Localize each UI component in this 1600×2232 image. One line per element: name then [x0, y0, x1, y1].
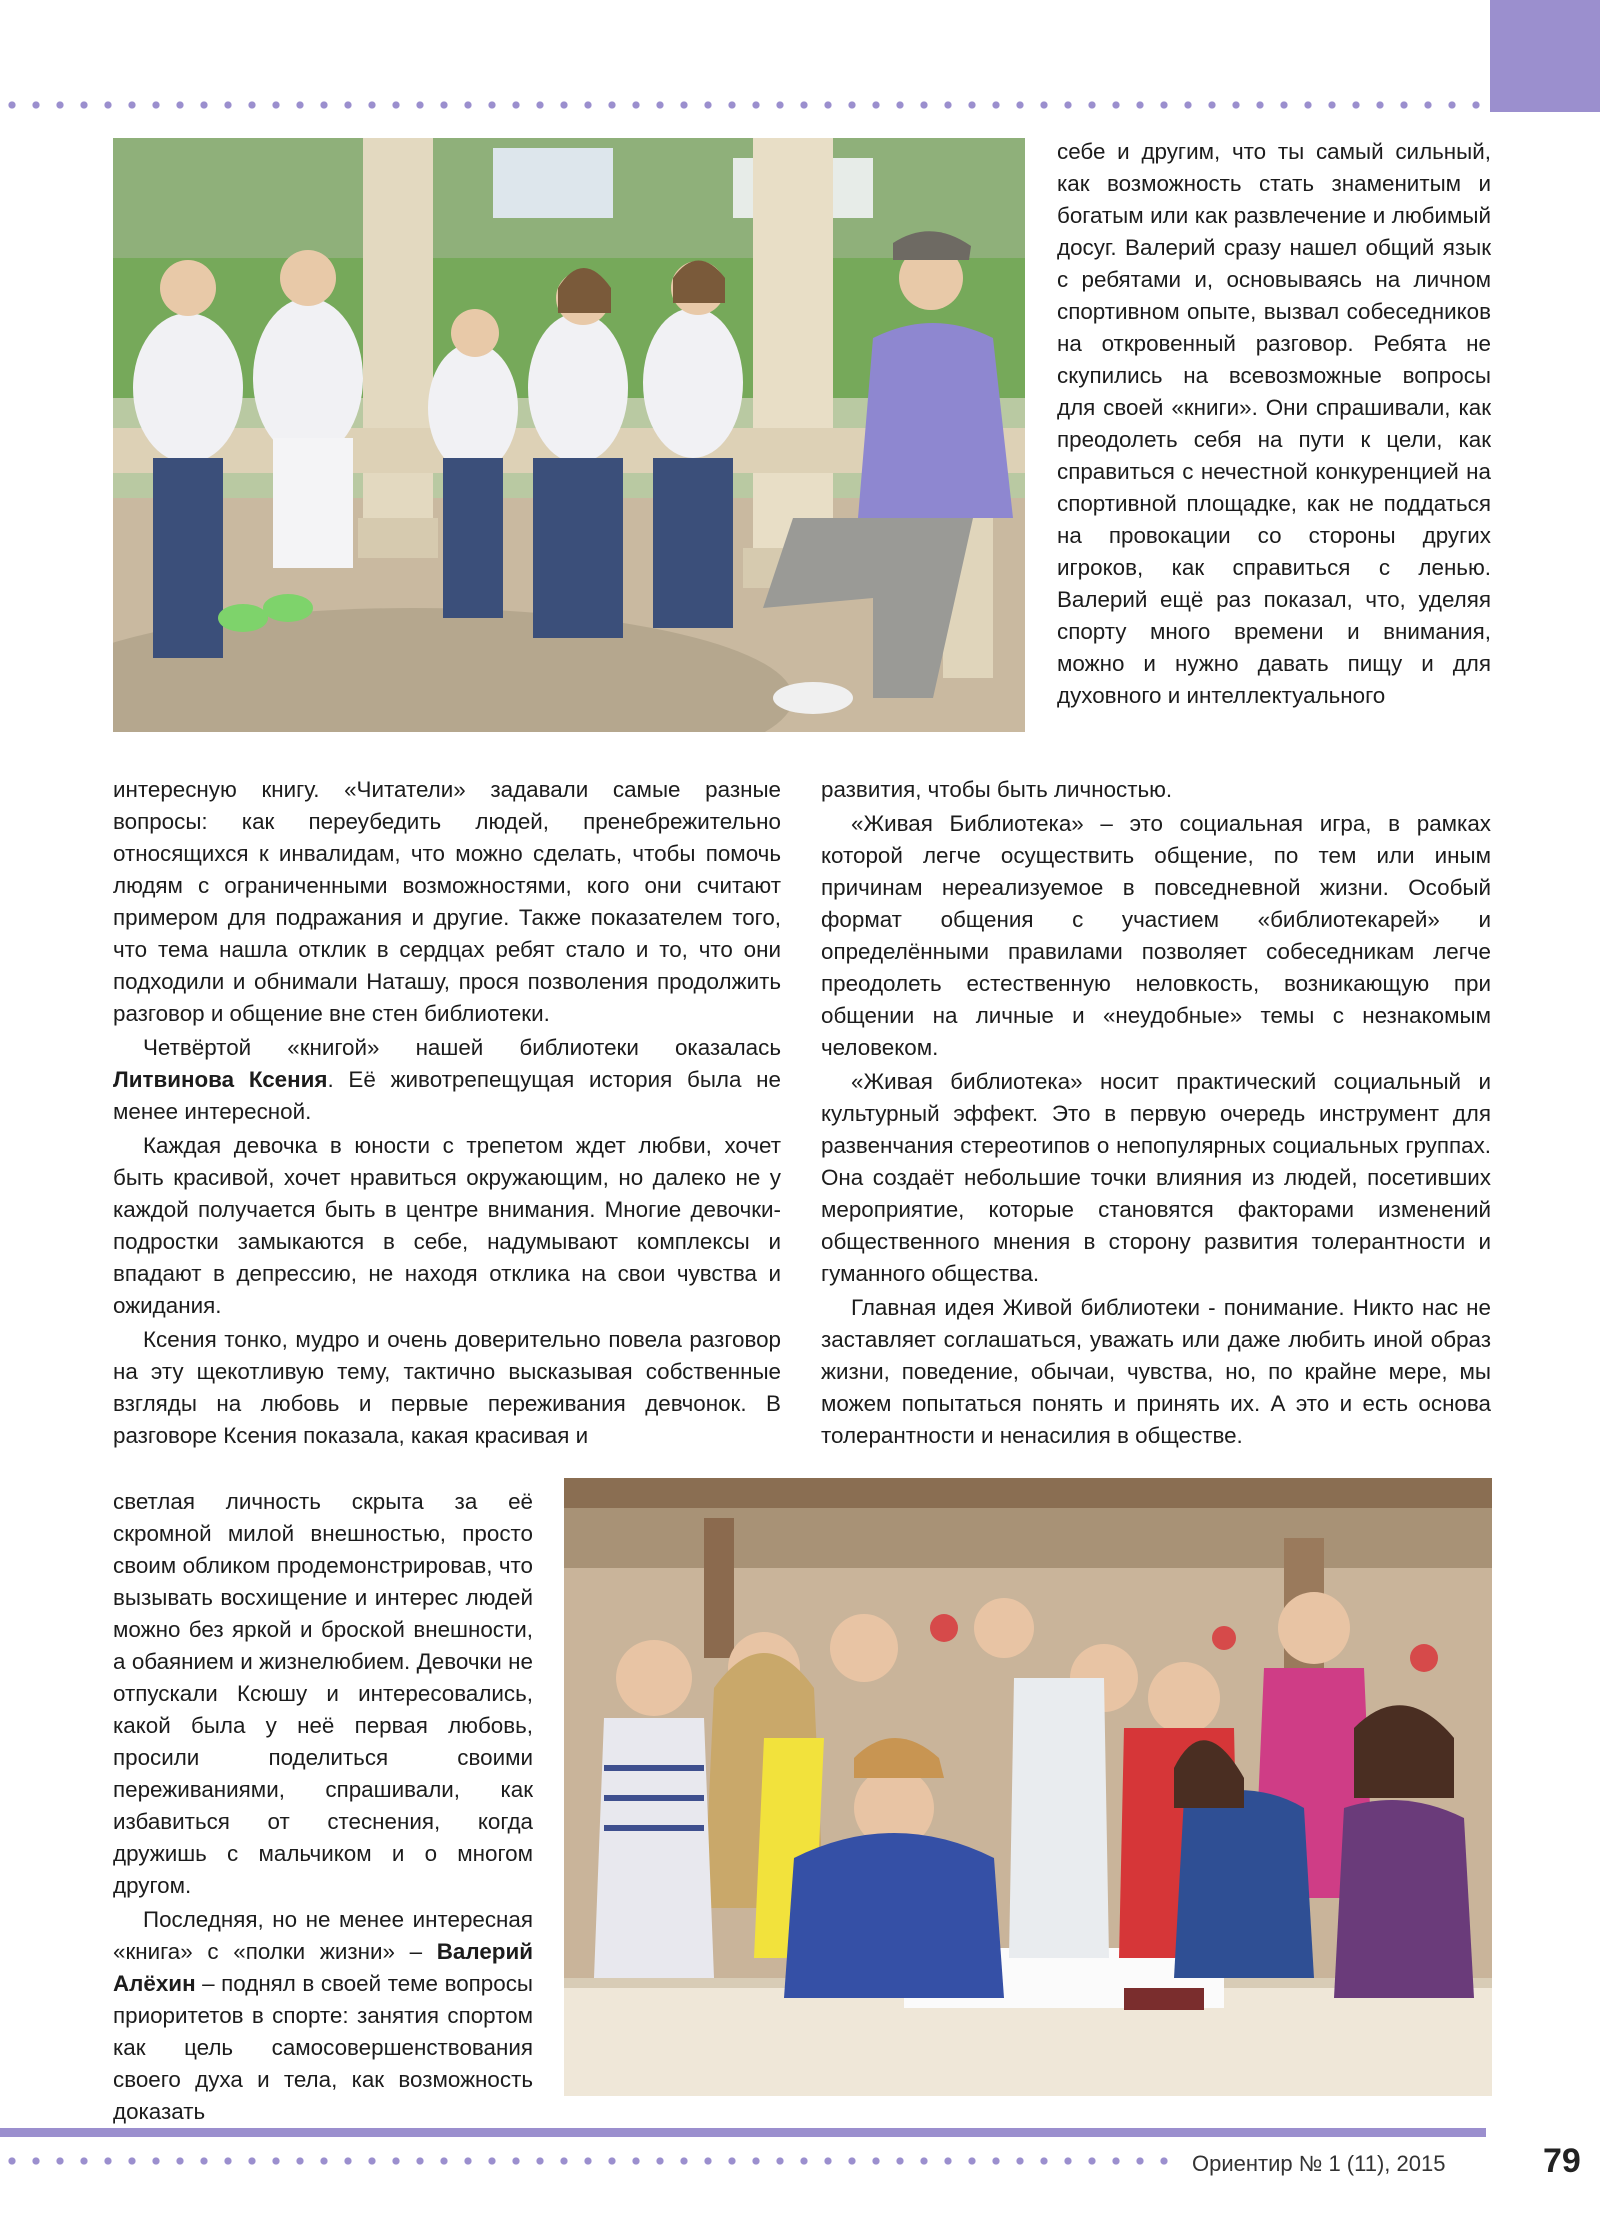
magazine-issue: Ориентир № 1 (11), 2015	[1192, 2151, 1446, 2176]
paragraph-right-1-end: развития, чтобы быть личностью.	[821, 777, 1173, 802]
photo-interview-pavilion	[113, 138, 1025, 732]
paragraph-left-3: Каждая девочка в юности с трепетом ждет любви, хочет быть красивой, хочет нравиться окружающим, но далеко не у каждой получается быть в центре внимания. Многие девочки-подростки замыкаются в себе, надумывают комплексы и впадают в депрессию, не находя отклика на свои чувства и ожидания.	[113, 1133, 781, 1318]
paragraph-right-4: Главная идея Живой библиотеки - понимание. Никто нас не заставляет соглашаться, уважать или даже любить иной образ жизни, поведение, обычаи, чувства, но, по крайне мере, мы можем попытаться понять и принять их. А это и есть основа толерантности и ненасилия в обществе.	[821, 1295, 1491, 1448]
paragraph-left-5	[113, 1904, 533, 2128]
bottom-accent-rule	[0, 2128, 1486, 2137]
text-col-right-bottom	[821, 774, 1491, 1452]
text-run: Четвёртой «книгой» нашей библиотеки оказалась	[143, 1035, 781, 1060]
text-col-left	[113, 774, 781, 1452]
paragraph-left-1: интересную книгу. «Читатели» задавали самые разные вопросы: как переубедить людей, пренебрежительно относящихся к инвалидам, что можно сделать, чтобы помочь людям с ограниченными возможностями, кого они считают примером для подражания и другие. Также показателем того, что тема нашла отклик в сердцах ребят стало и то, что они подходили и обнимали Наташу, прося позволения продолжить разговор и общение вне стен библиотеки.	[113, 777, 781, 1026]
paragraph-right-2: «Живая Библиотека» – это социальная игра, в рамках которой легче осуществить общение, по тем или иным причинам нереализуемое в повседневной жизни. Особый формат общения с участием «библиотекарей» и определёнными правилами позволяет собеседникам легче преодолеть естественную неловкость, возникающую при общении на личные и «неудобные» темы с незнакомым человеком.	[821, 811, 1491, 1060]
photo-group-library	[564, 1478, 1492, 2096]
text-run: Последняя, но не менее интересная «книга» с «полки жизни» –	[113, 1907, 533, 1964]
corner-accent-tab	[1490, 0, 1600, 112]
bottom-dotted-rule	[0, 2157, 1180, 2165]
paragraph-left-4: Ксения тонко, мудро и очень доверительно повела разговор на эту щекотливую тему, тактично высказывая собственные взгляды на любовь и первые переживания девчонок. В разговоре Ксения показала, какая красивая и	[113, 1327, 781, 1448]
paragraph-left-2	[113, 1032, 781, 1128]
text-col-left-narrow	[113, 1486, 533, 2128]
paragraph-left-4-cont: светлая личность скрыта за её скромной милой внешностью, просто своим обликом продемонстрировав, что вызывать восхищение и интерес людей можно без яркой и броской внешности, а обаянием и жизнелюбием. Девочки не отпускали Ксюшу и интересовались, какой была у неё первая любовь, просили поделиться своими переживаниями, спрашивали, как избавиться от стеснения, когда дружишь с мальчиком и о многом другом.	[113, 1489, 533, 1898]
text-col-right-top	[1057, 136, 1491, 712]
top-dotted-rule	[0, 101, 1482, 109]
paragraph-right-3: «Живая библиотека» носит практический социальный и культурный эффект. Это в первую очередь инструмент для развенчания стереотипов о непопулярных социальных группах. Она создаёт небольшие точки влияния из людей, посетивших мероприятие, которые становятся факторами изменений общественного мнения в сторону развития толерантности и гуманного общества.	[821, 1069, 1491, 1286]
paragraph-right-continuation: себе и другим, что ты самый сильный, как возможность стать знаменитым и богатым или как развлечение и любимый досуг. Валерий сразу нашел общий язык с ребятами и, основываясь на личном спортивном опыте, вызвал собеседников на откровенный разговор. Ребята не скупились на всевозможные вопросы для своей «книги». Они спрашивали, как преодолеть себя на пути к цели, как справиться с нечестной конкуренцией на спортивной площадке, как не поддаться на провокации со стороны других игроков, как справиться с ленью. Валерий ещё раз показал, что, уделяя спорту много времени и внимания, можно и нужно давать пищу и для духовного и интеллектуального	[1057, 139, 1491, 708]
text-run: . Её животрепещущая история была не менее интересной.	[113, 1067, 781, 1124]
page-number: 79	[1543, 2142, 1581, 2180]
text-run: – поднял в своей теме вопросы приоритетов в спорте: занятия спортом как цель самосовершенствования своего духа и тела, как возможность доказать	[113, 1971, 533, 2124]
person-name-valery: Валерий Алёхин	[113, 1939, 533, 1996]
person-name-ksenia: Литвинова Ксения	[113, 1067, 328, 1092]
